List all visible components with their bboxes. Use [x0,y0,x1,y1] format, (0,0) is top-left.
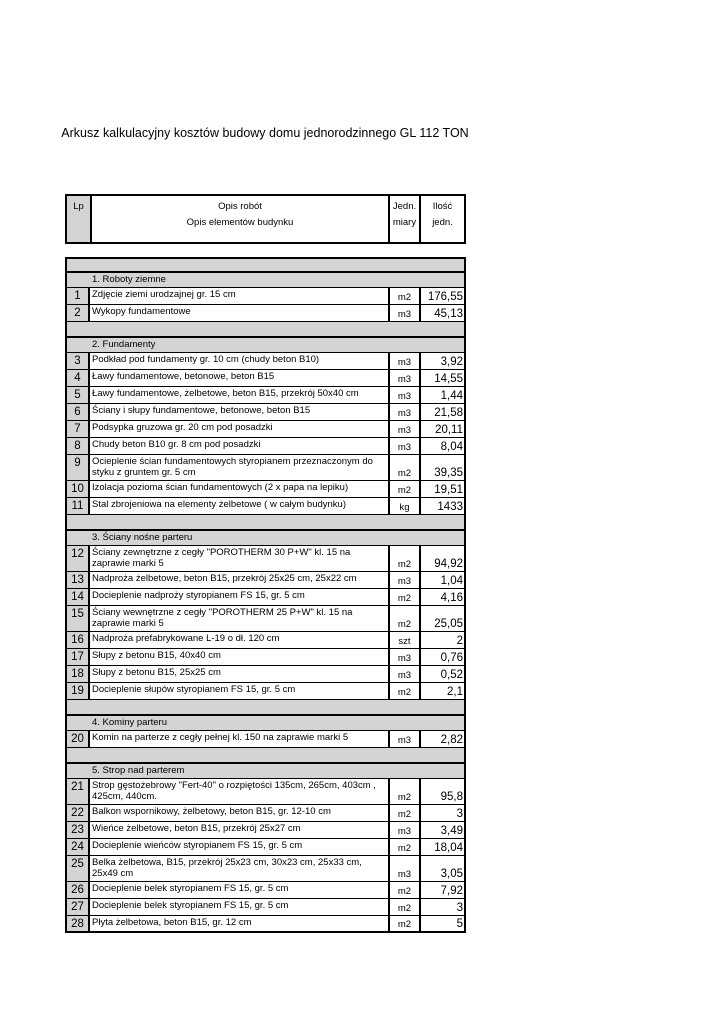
header-ilosc [421,196,464,242]
table-row [65,856,466,882]
section-title: 1. Roboty ziemne [65,271,466,288]
table-header [65,194,466,244]
row-unit: m2 [388,899,419,915]
row-unit: m2 [388,546,419,571]
row-quantity: 1,04 [419,572,466,588]
row-unit: m3 [388,387,419,403]
row-unit: m3 [388,404,419,420]
row-quantity: 8,04 [419,438,466,454]
row-lp: 1 [65,288,90,304]
row-description: Belka żelbetowa, B15, przekrój 25x23 cm, 30x23 cm, 25x33 cm, 25x49 cm [92,857,362,879]
row-description: Płyta żelbetowa, beton B15, gr. 12 cm [92,917,252,928]
row-description: Wykopy fundamentowe [92,306,191,317]
table-row [65,822,466,839]
row-description: Docieplenie wieńców styropianem FS 15, gr. 5 cm [92,840,303,851]
table-row [65,839,466,856]
table-row [65,353,466,370]
row-description: Docieplenie słupów styropianem FS 15, gr. 5 cm [92,684,296,695]
row-quantity: 25,05 [419,606,466,631]
table-row [65,546,466,572]
row-quantity: 94,92 [419,546,466,571]
header-opis-sublabel: Opis elementów budynku [186,217,294,228]
row-unit: m2 [388,589,419,605]
row-description: Ocieplenie ścian fundamentowych styropianem przeznaczonym do styku z gruntem gr. 5 cm [92,456,373,478]
row-unit: m3 [388,856,419,881]
row-description: Chudy beton B10 gr. 8 cm pod posadzki [92,439,261,450]
row-description: Komin na parterze z cegły pełnej kl. 150 na zaprawie marki 5 [92,732,349,743]
section-title: 4. Kominy parteru [65,714,466,731]
table-row [65,731,466,748]
row-unit: szt [388,632,419,648]
table-row [65,589,466,606]
table-row [65,421,466,438]
document-title: Arkusz kalkulacyjny kosztów budowy domu jednorodzinnego GL 112 TON [61,126,469,140]
row-quantity: 3,92 [419,353,466,369]
table-row [65,455,466,481]
row-quantity: 4,16 [419,589,466,605]
row-unit: m3 [388,822,419,838]
table-row [65,916,466,933]
row-description: Ławy fundamentowe, żelbetowe, beton B15, przekrój 50x40 cm [92,388,359,399]
row-lp: 15 [65,606,90,631]
row-lp: 13 [65,572,90,588]
row-quantity: 18,04 [419,839,466,855]
section-spacer [65,748,466,762]
row-quantity: 176,55 [419,288,466,304]
row-lp: 19 [65,683,90,699]
table-row [65,370,466,387]
row-unit: m2 [388,916,419,931]
row-description: Ściany i słupy fundamentowe, betonowe, beton B15 [92,405,311,416]
row-quantity: 95,8 [419,779,466,804]
row-lp: 18 [65,666,90,682]
header-jedn-label: Jedn. [392,201,417,212]
row-unit: m2 [388,455,419,480]
table-row [65,572,466,589]
row-lp: 9 [65,455,90,480]
table-row [65,632,466,649]
row-lp: 2 [65,305,90,321]
row-quantity: 2,1 [419,683,466,699]
table-row [65,498,466,515]
row-description: Słupy z betonu B15, 40x40 cm [92,650,221,661]
section-title: 5. Strop nad parterem [65,762,466,779]
table-row [65,438,466,455]
row-description: Ściany zewnętrzne z cegły "POROTHERM 30 P+W" kl. 15 na zaprawie marki 5 [92,547,351,569]
table-row [65,666,466,683]
row-unit: m2 [388,606,419,631]
section-spacer [65,700,466,714]
row-description: Docieplenie belek styropianem FS 15, gr. 5 cm [92,883,289,894]
row-lp: 20 [65,731,90,747]
table-row [65,288,466,305]
row-unit: m2 [388,805,419,821]
header-opis-label: Opis robót [218,201,262,212]
row-description: Zdjęcie ziemi urodzajnej gr. 15 cm [92,289,236,300]
header-ilosc-sublabel: jedn. [432,217,453,228]
cost-table [65,257,466,933]
row-lp: 26 [65,882,90,898]
row-unit: m3 [388,370,419,386]
table-row [65,481,466,498]
row-quantity: 3,05 [419,856,466,881]
row-description: Balkon wspornikowy, żelbetowy, beton B15, gr. 12-10 cm [92,806,331,817]
row-quantity: 3,49 [419,822,466,838]
row-unit: m2 [388,779,419,804]
header-opis [92,196,390,242]
header-jedn [390,196,421,242]
row-unit: m2 [388,683,419,699]
header-lp [67,196,92,242]
section-spacer [65,515,466,529]
row-quantity: 0,52 [419,666,466,682]
table-row [65,387,466,404]
row-lp: 8 [65,438,90,454]
row-lp: 7 [65,421,90,437]
row-unit: m2 [388,288,419,304]
row-description: Podsypka gruzowa gr. 20 cm pod posadzki [92,422,273,433]
row-description: Wieńce żelbetowe, beton B15, przekrój 25x27 cm [92,823,301,834]
table-row [65,305,466,322]
row-lp: 17 [65,649,90,665]
row-quantity: 3 [419,899,466,915]
row-quantity: 20,11 [419,421,466,437]
row-lp: 14 [65,589,90,605]
row-description: Strop gęstożebrowy "Fert-40" o rozpiętości 135cm, 265cm, 403cm , 425cm, 440cm. [92,780,376,802]
row-quantity: 2 [419,632,466,648]
row-quantity: 1,44 [419,387,466,403]
row-description: Słupy z betonu B15, 25x25 cm [92,667,221,678]
row-quantity: 14,55 [419,370,466,386]
row-unit: kg [388,498,419,514]
row-unit: m3 [388,305,419,321]
row-quantity: 45,13 [419,305,466,321]
header-lp-label: Lp [73,201,84,212]
row-unit: m3 [388,438,419,454]
row-unit: m3 [388,731,419,747]
header-ilosc-label: Ilość [432,201,453,212]
row-quantity: 5 [419,916,466,931]
row-lp: 10 [65,481,90,497]
row-unit: m3 [388,353,419,369]
row-description: Stal zbrojeniowa na elementy żelbetowe ( w całym budynku) [92,499,346,510]
row-lp: 28 [65,916,90,931]
row-description: Nadproża żelbetowe, beton B15, przekrój 25x25 cm, 25x22 cm [92,573,357,584]
row-description: Nadproża prefabrykowane L-19 o dł. 120 cm [92,633,280,644]
row-unit: m3 [388,572,419,588]
row-unit: m3 [388,649,419,665]
row-unit: m2 [388,882,419,898]
row-description: Ławy fundamentowe, betonowe, beton B15 [92,371,275,382]
row-lp: 25 [65,856,90,881]
table-row [65,683,466,700]
row-unit: m2 [388,839,419,855]
row-lp: 23 [65,822,90,838]
section-title: 3. Ściany nośne parteru [65,529,466,546]
row-description: Docieplenie belek styropianem FS 15, gr. 5 cm [92,900,289,911]
row-lp: 27 [65,899,90,915]
header-jedn-sublabel: miary [392,217,417,228]
row-description: Izolacja pozioma ścian fundamentowych (2 x papa na lepiku) [92,482,349,493]
row-quantity: 2,82 [419,731,466,747]
section-title: 2. Fundamenty [65,336,466,353]
row-quantity: 21,58 [419,404,466,420]
row-quantity: 7,92 [419,882,466,898]
row-lp: 3 [65,353,90,369]
row-quantity: 19,51 [419,481,466,497]
row-lp: 4 [65,370,90,386]
row-unit: m3 [388,666,419,682]
row-quantity: 0,76 [419,649,466,665]
row-lp: 16 [65,632,90,648]
row-description: Podkład pod fundamenty gr. 10 cm (chudy beton B10) [92,354,320,365]
row-lp: 24 [65,839,90,855]
row-description: Ściany wewnętrzne z cegły "POROTHERM 25 P+W" kl. 15 na zaprawie marki 5 [92,607,353,629]
row-lp: 12 [65,546,90,571]
row-description: Docieplenie nadproży styropianem FS 15, gr. 5 cm [92,590,305,601]
row-unit: m2 [388,481,419,497]
section-spacer [65,257,466,271]
row-lp: 22 [65,805,90,821]
table-row [65,606,466,632]
row-quantity: 39,35 [419,455,466,480]
table-row [65,805,466,822]
table-row [65,649,466,666]
row-lp: 11 [65,498,90,514]
table-row [65,779,466,805]
row-unit: m3 [388,421,419,437]
section-spacer [65,322,466,336]
row-quantity: 1433 [419,498,466,514]
row-quantity: 3 [419,805,466,821]
table-row [65,404,466,421]
table-row [65,899,466,916]
row-lp: 21 [65,779,90,804]
row-lp: 5 [65,387,90,403]
row-lp: 6 [65,404,90,420]
table-row [65,882,466,899]
